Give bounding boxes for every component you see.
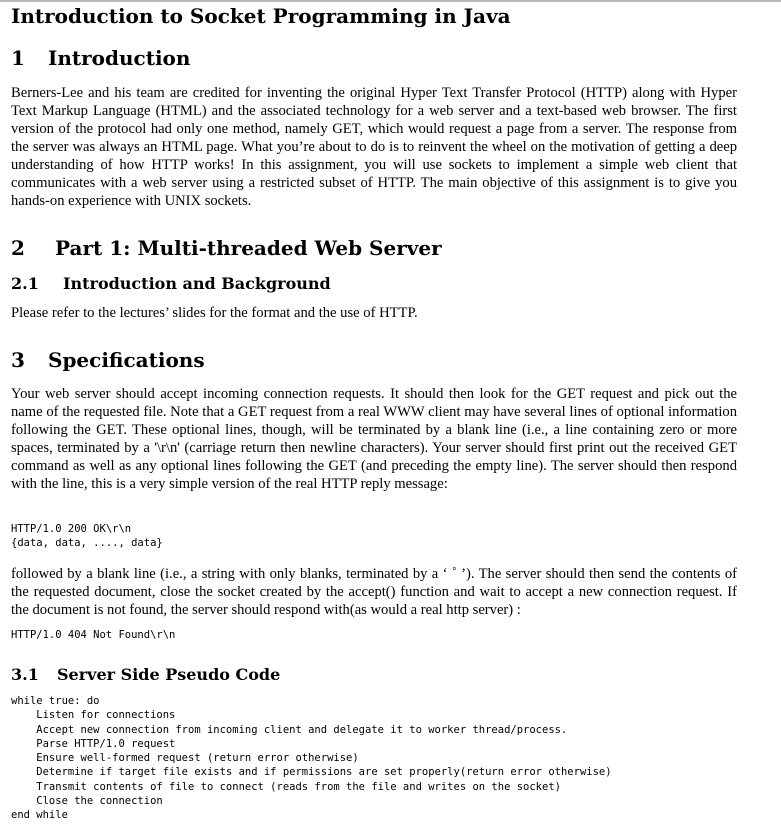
server-pseudo-code: while true: do Listen for connections Accept new connection from incoming client and delegate it to worker thread/process. Parse HTTP/1.0 request Ensure well-formed request (return error otherwise) Determine if target file exists and if permissions are set properly(return error otherwise) Transmit contents of file to connect (reads from the file and writes on the socket) Close the connection end while	[11, 695, 612, 822]
subsection-heading-pseudo-code	[11, 665, 280, 685]
introduction-paragraph: Berners-Lee and his team are credited for inventing the original Hyper Text Transfer Protocol (HTTP) along with Hyper Text Markup Language (HTML) and the associated technology for a web server and a text-based web browser. The first version of the protocol had only one method, namely GET, which would request a page from a server. The response from the server was always an HTML page. What you’re about to do is to reinvent the wheel on the motivation of getting a deep understanding of how HTTP works! In this assignment, you will use sockets to implement a simple web client that communicates with a web server using a restricted subset of HTTP. The main objective of this assignment is to give you hands-on experience with UNIX sockets.	[11, 85, 737, 209]
section-number: 1	[11, 46, 25, 70]
section-title: Part 1: Multi-threaded Web Server	[55, 236, 442, 260]
section-title: Introduction	[48, 46, 191, 70]
http-404-reply-code: HTTP/1.0 404 Not Found\r\n	[11, 629, 176, 641]
document-title: Introduction to Socket Programming in Java	[11, 4, 511, 28]
section-heading-specifications	[11, 348, 205, 372]
specifications-followup-paragraph: followed by a blank line (i.e., a string with only blanks, terminated by a ‘ ˚ ’). The server should then send the contents of the requested document, close the socket created by the accept() function and wait to accept a new connection request. If the document is not found, the server should respond with(as would a real http server) :	[11, 566, 737, 618]
section-heading-introduction	[11, 46, 190, 70]
section-number: 2	[11, 236, 25, 260]
subsection-heading-background	[11, 274, 331, 294]
http-200-reply-code: HTTP/1.0 200 OK\r\n {data, data, ...., data}	[11, 523, 163, 550]
page-top-divider	[0, 0, 781, 2]
subsection-number: 3.1	[11, 665, 39, 684]
subsection-title: Server Side Pseudo Code	[57, 665, 281, 684]
specifications-paragraph: Your web server should accept incoming connection requests. It should then look for the GET request and pick out the name of the requested file. Note that a GET request from a real WWW client may have several lines of optional information following the GET. These optional lines, though, will be terminated by a blank line (i.e., a line containing zero or more spaces, terminated by a '\r\n' (carriage return then newline characters). Your server should first print out the received GET command as well as any optional lines following the GET (and preceding the empty line). The server should then respond with the line, this is a very simple version of the real HTTP reply message:	[11, 386, 737, 492]
section-heading-part-1	[11, 236, 442, 260]
section-number: 3	[11, 348, 25, 372]
background-paragraph: Please refer to the lectures’ slides for the format and the use of HTTP.	[11, 305, 418, 321]
subsection-number: 2.1	[11, 274, 39, 293]
subsection-title: Introduction and Background	[63, 274, 331, 293]
section-title: Specifications	[48, 348, 205, 372]
